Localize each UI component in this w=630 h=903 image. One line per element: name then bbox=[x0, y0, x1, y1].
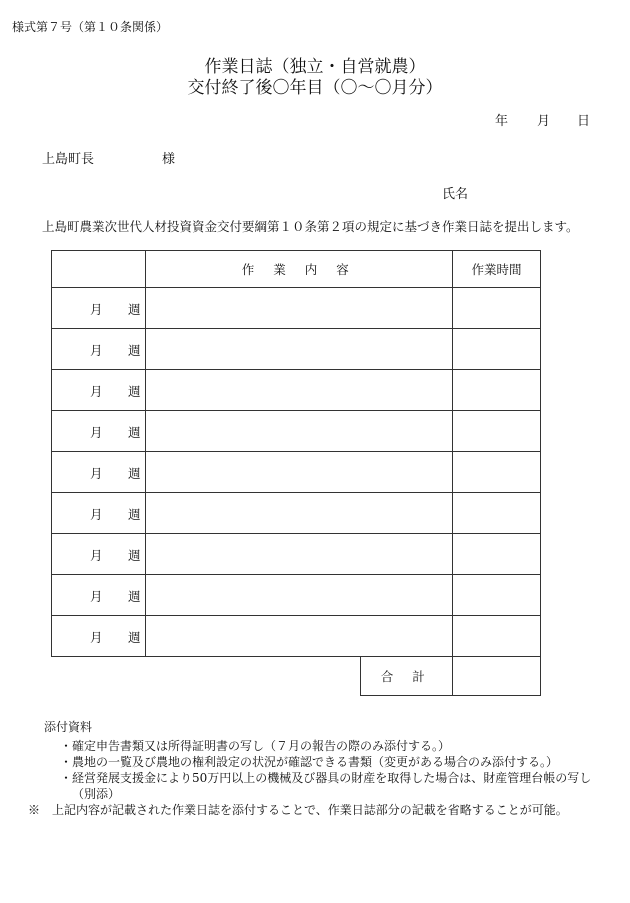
work-content-cell[interactable] bbox=[146, 575, 453, 616]
footnote: ※ 上記内容が記載された作業日誌を添付することで、作業日誌部分の記載を省略することが可能。 bbox=[28, 803, 568, 817]
period-cell[interactable] bbox=[52, 616, 146, 657]
table-row bbox=[52, 616, 541, 657]
period-cell[interactable] bbox=[52, 452, 146, 493]
week-label: 週 bbox=[128, 589, 141, 604]
submission-statement: 上島町農業次世代人材投資資金交付要綱第１０条第２項の規定に基づき作業日誌を提出します。 bbox=[42, 219, 579, 234]
date-month-label: 月 bbox=[537, 114, 551, 129]
work-hours-cell[interactable] bbox=[453, 411, 541, 452]
attachment-item: ・農地の一覧及び農地の権利設定の状況が確認できる書類（変更がある場合のみ添付する。） bbox=[60, 755, 559, 769]
attachments-title: 添付資料 bbox=[44, 720, 93, 734]
week-label: 週 bbox=[128, 548, 141, 563]
period-cell[interactable] bbox=[52, 534, 146, 575]
table-row bbox=[52, 370, 541, 411]
total-row bbox=[52, 657, 541, 696]
month-label: 月 bbox=[90, 548, 103, 563]
work-content-cell[interactable] bbox=[146, 329, 453, 370]
work-hours-cell[interactable] bbox=[453, 616, 541, 657]
month-label: 月 bbox=[90, 589, 103, 604]
week-label: 週 bbox=[128, 507, 141, 522]
period-header bbox=[52, 251, 146, 288]
week-label: 週 bbox=[128, 630, 141, 645]
month-label: 月 bbox=[90, 302, 103, 317]
table-row bbox=[52, 411, 541, 452]
date-day-label: 日 bbox=[577, 114, 591, 129]
total-label: 合 計 bbox=[361, 657, 453, 696]
table-row bbox=[52, 534, 541, 575]
table-row bbox=[52, 288, 541, 329]
applicant-name-label: 氏名 bbox=[442, 187, 469, 202]
work-content-header: 作 業 内 容 bbox=[146, 251, 453, 288]
table-row bbox=[52, 575, 541, 616]
week-label: 週 bbox=[128, 343, 141, 358]
work-content-cell[interactable] bbox=[146, 288, 453, 329]
period-cell[interactable] bbox=[52, 288, 146, 329]
week-label: 週 bbox=[128, 302, 141, 317]
work-content-cell[interactable] bbox=[146, 452, 453, 493]
document-subtitle: 交付終了後〇年目（〇～〇月分） bbox=[187, 78, 443, 98]
work-content-cell[interactable] bbox=[146, 370, 453, 411]
form-number: 様式第７号（第１０条関係） bbox=[12, 20, 169, 34]
total-hours-cell[interactable] bbox=[453, 657, 541, 696]
month-label: 月 bbox=[90, 466, 103, 481]
month-label: 月 bbox=[90, 384, 103, 399]
total-spacer bbox=[52, 657, 361, 696]
period-cell[interactable] bbox=[52, 411, 146, 452]
work-hours-cell[interactable] bbox=[453, 493, 541, 534]
work-content-cell[interactable] bbox=[146, 534, 453, 575]
period-cell[interactable] bbox=[52, 329, 146, 370]
honorific: 様 bbox=[162, 152, 176, 167]
work-content-cell[interactable] bbox=[146, 616, 453, 657]
work-content-cell[interactable] bbox=[146, 411, 453, 452]
week-label: 週 bbox=[128, 425, 141, 440]
work-hours-cell[interactable] bbox=[453, 288, 541, 329]
work-log-table bbox=[51, 250, 541, 696]
period-cell[interactable] bbox=[52, 493, 146, 534]
month-label: 月 bbox=[90, 343, 103, 358]
month-label: 月 bbox=[90, 507, 103, 522]
month-label: 月 bbox=[90, 630, 103, 645]
month-label: 月 bbox=[90, 425, 103, 440]
work-hours-cell[interactable] bbox=[453, 575, 541, 616]
work-hours-cell[interactable] bbox=[453, 534, 541, 575]
table-header-row bbox=[52, 251, 541, 288]
period-cell[interactable] bbox=[52, 370, 146, 411]
week-label: 週 bbox=[128, 466, 141, 481]
attachment-item: ・経営発展支援金により50万円以上の機械及び器具の財産を取得した場合は、財産管理台帳の写し bbox=[60, 771, 592, 785]
table-row bbox=[52, 329, 541, 370]
period-cell[interactable] bbox=[52, 575, 146, 616]
date-year-label: 年 bbox=[495, 114, 509, 129]
document-title: 作業日誌（独立・自営就農） bbox=[204, 57, 426, 77]
attachment-item: ・確定申告書類又は所得証明書の写し（７月の報告の際のみ添付する。） bbox=[60, 739, 451, 753]
addressee: 上島町長 bbox=[42, 152, 95, 167]
table-row bbox=[52, 493, 541, 534]
work-hours-header: 作業時間 bbox=[453, 251, 541, 288]
work-hours-cell[interactable] bbox=[453, 329, 541, 370]
table-row bbox=[52, 452, 541, 493]
week-label: 週 bbox=[128, 384, 141, 399]
work-content-cell[interactable] bbox=[146, 493, 453, 534]
work-hours-cell[interactable] bbox=[453, 452, 541, 493]
attachment-item-continuation: （別添） bbox=[72, 787, 121, 801]
work-hours-cell[interactable] bbox=[453, 370, 541, 411]
